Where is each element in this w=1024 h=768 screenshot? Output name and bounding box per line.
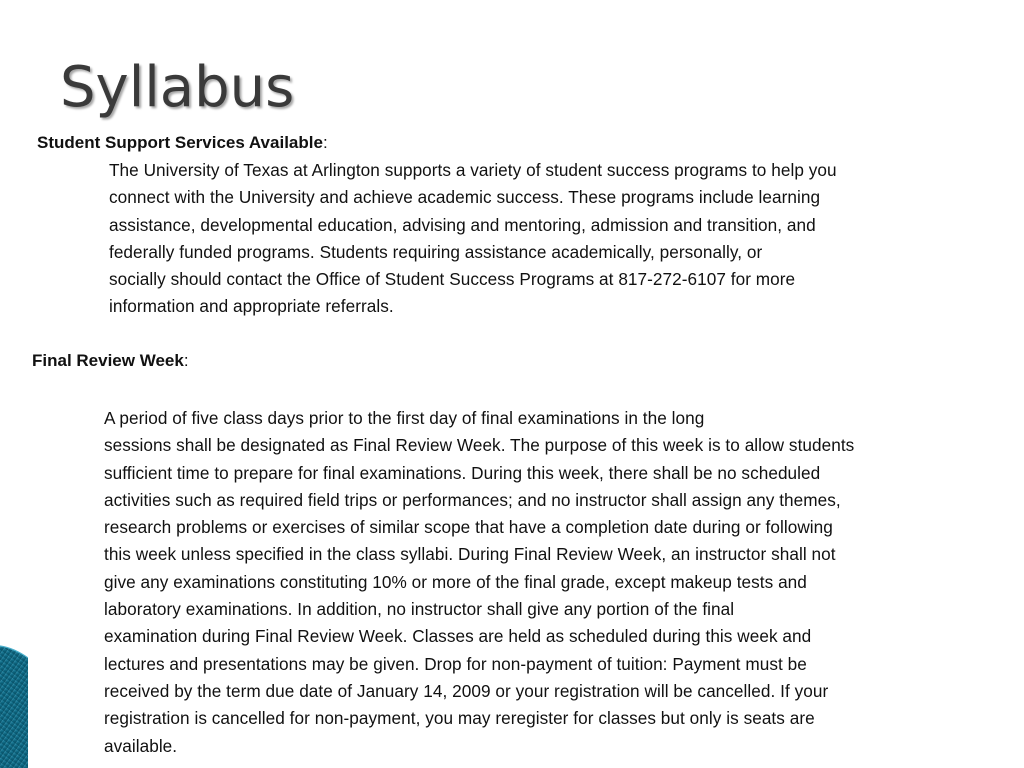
paragraph-line: research problems or exercises of similar scope that have a completion date during or following	[104, 517, 833, 538]
section-body-student-support	[109, 157, 979, 321]
paragraph-line: laboratory examinations. In addition, no instructor shall give any portion of the final	[104, 599, 735, 620]
paragraph-line: received by the term due date of January 14, 2009 or your registration will be cancelled. If your	[104, 680, 829, 701]
corner-decoration	[0, 640, 28, 768]
paragraph-line: socially should contact the Office of Student Success Programs at 817-272-6107 for more	[109, 269, 796, 290]
paragraph-line: available.	[104, 735, 178, 756]
paragraph-line: give any examinations constituting 10% or more of the final grade, except makeup tests and	[104, 571, 807, 592]
section-heading-colon: :	[322, 133, 328, 152]
paragraph-line: lectures and presentations may be given. Drop for non-payment of tuition: Payment must be	[104, 653, 807, 674]
slide-title: Syllabus	[60, 55, 295, 120]
section-heading-text: Student Support Services Available	[37, 133, 323, 152]
paragraph-line: assistance, developmental education, advising and mentoring, admission and transition, and	[109, 214, 816, 235]
paragraph-line: registration is cancelled for non-payment, you may reregister for classes but only is seats are	[104, 708, 815, 729]
paragraph-line: sufficient time to prepare for final examinations. During this week, there shall be no scheduled	[104, 462, 821, 483]
paragraph-line: activities such as required field trips or performances; and no instructor shall assign any themes,	[104, 489, 841, 510]
section-heading-colon: :	[183, 351, 189, 370]
paragraph-line: sessions shall be designated as Final Review Week. The purpose of this week is to allow students	[104, 435, 855, 456]
section-body-final-review-week	[104, 405, 1004, 760]
paragraph-line: The University of Texas at Arlington supports a variety of student success programs to help you	[109, 160, 837, 180]
paragraph-line: examination during Final Review Week. Classes are held as scheduled during this week and	[104, 626, 812, 647]
section-heading-final-review-week	[32, 349, 189, 373]
section-heading-text: Final Review Week	[32, 351, 184, 370]
paragraph-line: connect with the University and achieve academic success. These programs include learning	[109, 187, 821, 208]
paragraph-line: A period of five class days prior to the first day of final examinations in the long	[104, 408, 705, 428]
paragraph-line: this week unless specified in the class syllabi. During Final Review Week, an instructor shall not	[104, 544, 836, 565]
section-heading-student-support	[37, 131, 328, 155]
paragraph-line: information and appropriate referrals.	[109, 296, 394, 317]
paragraph-line: federally funded programs. Students requiring assistance academically, personally, or	[109, 241, 763, 262]
